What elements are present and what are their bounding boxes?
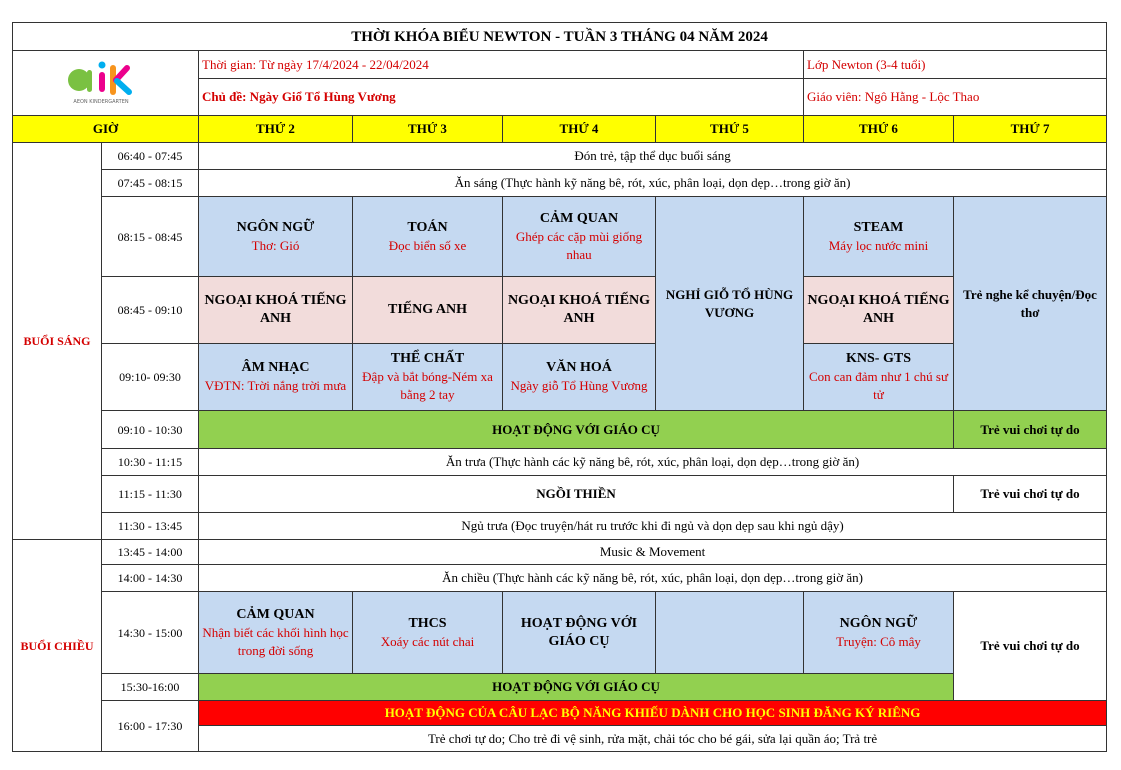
time-slot: 16:00 - 17:30 [102,701,199,752]
timetable [12,22,1107,752]
header-time: GIỜ [13,116,199,143]
teacher: Giáo viên: Ngô Hằng - Lộc Thao [804,79,1107,116]
topic: Chủ đề: Ngày Giổ Tổ Hùng Vương [199,79,804,116]
english-fri: NGOẠI KHOÁ TIẾNG ANH [804,277,954,344]
time-slot: 10:30 - 11:15 [102,449,199,476]
logo-cell [13,51,199,116]
time-slot: 13:45 - 14:00 [102,540,199,565]
class-name: Lớp Newton (3-4 tuổi) [804,51,1107,79]
lesson-fri-3: KNS- GTS Con can đảm như 1 chú sư tử [804,344,954,411]
time-slot: 11:30 - 13:45 [102,513,199,540]
lesson-mon-3: ÂM NHẠC VĐTN: Trời nắng trời mưa [199,344,353,411]
free-play-sat-3: Trẻ vui chơi tự do [954,592,1107,701]
page-title: THỜI KHÓA BIỂU NEWTON - TUẦN 3 THÁNG 04 NĂM 2024 [13,23,1107,51]
time-slot: 09:10 - 10:30 [102,411,199,449]
session-morning: BUỔI SÁNG [13,143,102,540]
time-slot: 08:15 - 08:45 [102,197,199,277]
time-slot: 11:15 - 11:30 [102,476,199,513]
time-slot: 07:45 - 08:15 [102,170,199,197]
session-afternoon: BUỔI CHIỀU [13,540,102,752]
time-slot: 09:10- 09:30 [102,344,199,411]
activity-meditation: NGỒI THIỀN [199,476,954,513]
lesson-thu-pm [656,592,804,674]
lesson-mon-1: NGÔN NGỮ Thơ: Gió [199,197,353,277]
header-sat: THỨ 7 [954,116,1107,143]
club-activity: HOẠT ĐỘNG CỦA CÂU LẠC BỘ NĂNG KHIẾU DÀNH CHO HỌC SINH ĐĂNG KÝ RIÊNG [199,701,1107,726]
time-slot: 06:40 - 07:45 [102,143,199,170]
activity-music: Music & Movement [199,540,1107,565]
english-tue: TIẾNG ANH [353,277,503,344]
activity-materials-pm: HOẠT ĐỘNG VỚI GIÁO CỤ [199,674,954,701]
free-play-sat-2: Trẻ vui chơi tự do [954,476,1107,513]
time-slot: 14:00 - 14:30 [102,565,199,592]
lesson-wed-1: CẢM QUAN Ghép các cặp mùi giống nhau [503,197,656,277]
story-sat: Trẻ nghe kể chuyện/Đọc thơ [954,197,1107,411]
activity-nap: Ngủ trưa (Đọc truyện/hát ru trước khi đi ngủ và dọn dẹp sau khi ngủ dậy) [199,513,1107,540]
logo-tagline: AEON KINDERGARTEN [72,99,129,105]
lesson-wed-pm: HOẠT ĐỘNG VỚI GIÁO CỤ [503,592,656,674]
school-logo [61,56,151,110]
header-mon: THỨ 2 [199,116,353,143]
time-slot: 15:30-16:00 [102,674,199,701]
activity-lunch: Ăn trưa (Thực hành các kỹ năng bê, rót, xúc, phân loại, dọn dẹp…trong giờ ăn) [199,449,1107,476]
free-play-sat-1: Trẻ vui chơi tự do [954,411,1107,449]
time-range: Thời gian: Từ ngày 17/4/2024 - 22/04/2024 [199,51,804,79]
lesson-fri-1: STEAM Máy lọc nước mini [804,197,954,277]
lesson-mon-pm: CẢM QUAN Nhận biết các khối hình học trong đời sống [199,592,353,674]
lesson-wed-3: VĂN HOÁ Ngày giỗ Tổ Hùng Vương [503,344,656,411]
activity-breakfast: Ăn sáng (Thực hành kỹ năng bê, rót, xúc, phân loại, dọn dẹp…trong giờ ăn) [199,170,1107,197]
activity-snack: Ăn chiều (Thực hành các kỹ năng bê, rót, xúc, phân loại, dọn dẹp…trong giờ ăn) [199,565,1107,592]
lesson-tue-3: THỂ CHẤT Đập và bắt bóng-Ném xa bằng 2 tay [353,344,503,411]
time-slot: 14:30 - 15:00 [102,592,199,674]
activity-pickup: Trẻ chơi tự do; Cho trẻ đi vệ sinh, rửa mặt, chải tóc cho bé gái, sửa lại quần áo; Trả trẻ [199,726,1107,752]
activity-arrival: Đón trẻ, tập thể dục buổi sáng [199,143,1107,170]
header-thu: THỨ 5 [656,116,804,143]
header-wed: THỨ 4 [503,116,656,143]
lesson-tue-pm: THCS Xoáy các nút chai [353,592,503,674]
english-mon: NGOẠI KHOÁ TIẾNG ANH [199,277,353,344]
english-wed: NGOẠI KHOÁ TIẾNG ANH [503,277,656,344]
activity-materials: HOẠT ĐỘNG VỚI GIÁO CỤ [199,411,954,449]
holiday-thu: NGHỈ GIỖ TỔ HÙNG VƯƠNG [656,197,804,411]
time-slot: 08:45 - 09:10 [102,277,199,344]
lesson-fri-pm: NGÔN NGỮ Truyện: Cô mây [804,592,954,674]
header-fri: THỨ 6 [804,116,954,143]
lesson-tue-1: TOÁN Đọc biển số xe [353,197,503,277]
header-tue: THỨ 3 [353,116,503,143]
